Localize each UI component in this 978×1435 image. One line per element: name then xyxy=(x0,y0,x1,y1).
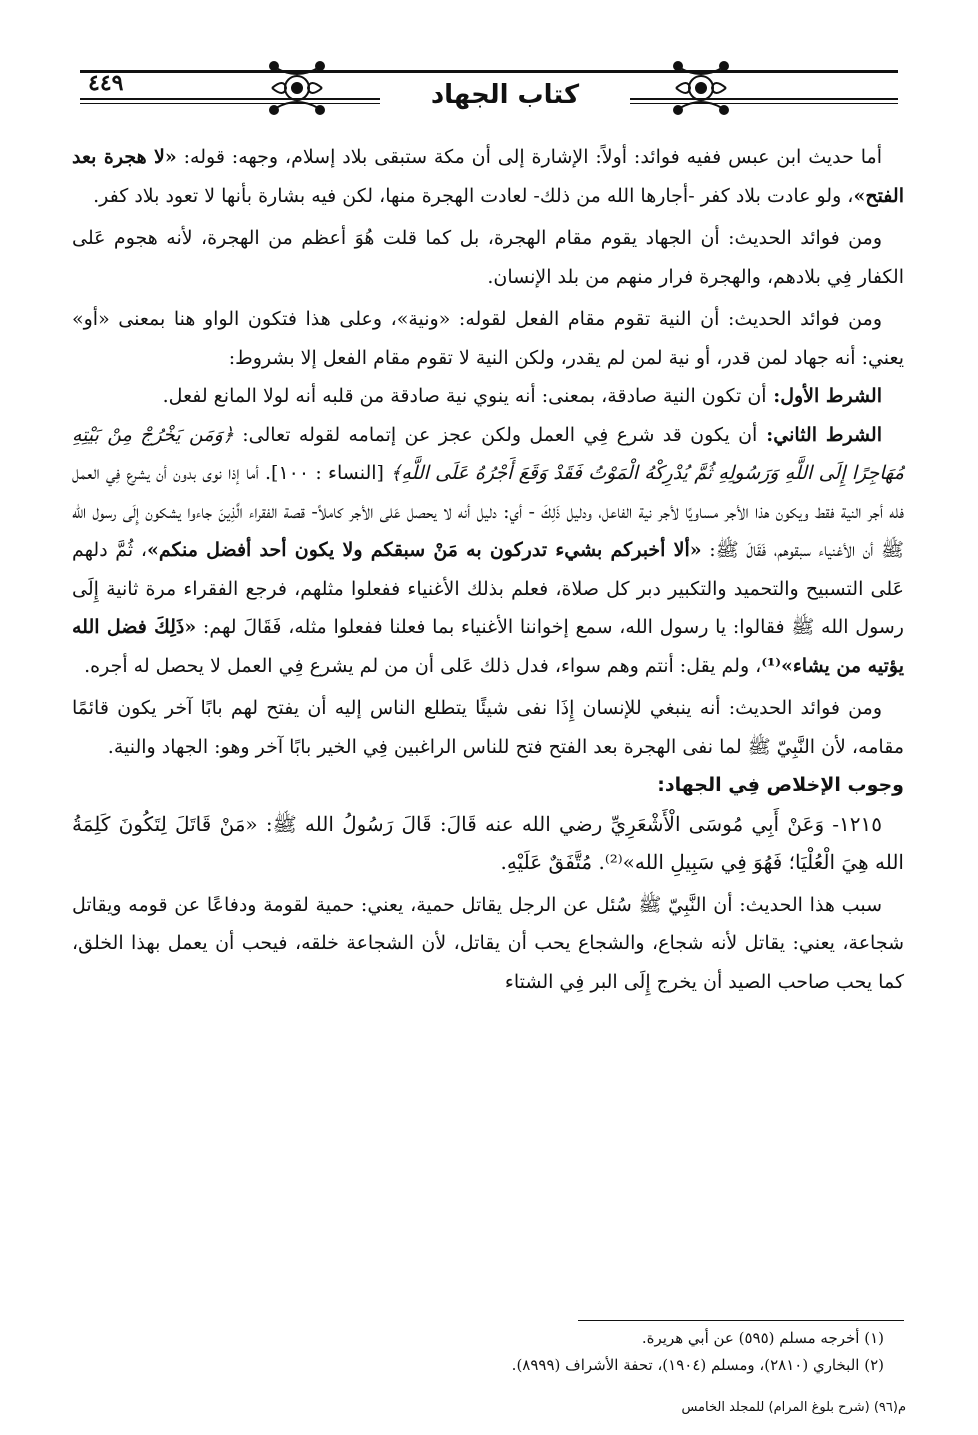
paragraph: سبب هذا الحديث: أن النَّبِيّ ﷺ سُئل عن الرجل يقاتل حمية، يعني: حمية لقومة ودفاعًا عن قومه ويقاتل شجاعة، يعني: يقاتل لأنه شجاع، والشجاع يحب أن يقاتل، لأن الشجاعة خلقه، فيحب أن يعمل بهذا الخلق، كما يحب صاحب الصيد أن يخرج إِلَى البر فِي الشتاء xyxy=(72,893,904,993)
paragraph: ومن فوائد الحديث: أن الجهاد يقوم مقام الهجرة، بل كما قلت هُوَ أعظم من الهجرة، لأنه هجوم عَلى الكفار فِي بلادهم، والهجرة فرار منهم من بلد الإنسان. xyxy=(72,227,904,288)
page-header xyxy=(80,58,898,128)
paragraph: ومن فوائد الحديث: أنه ينبغي للإنسان إِذَا نفى شيئًا يتطلع الناس إليه أن يفتح لهم بابًا آخر يكون قائمًا مقامه، لأن النَّبِيّ ﷺ لما نفى الهجرة بعد الفتح فتح للناس الراغبين فِي الخير بابًا آخر وهو: الجهاد والنية. xyxy=(72,697,904,758)
footnote-divider xyxy=(578,1320,904,1321)
paragraph: ومن فوائد الحديث: أن النية تقوم مقام الفعل لقوله: «ونية»، وعلى هذا فتكون الواو هنا بمعنى «أو» يعني: أنه جهاد لمن قدر، أو نية لمن لم يقدر، ولكن النية لا تقوم مقام الفعل إلا بشروط: xyxy=(72,308,904,369)
floral-ornament-icon xyxy=(266,58,328,118)
signature-note: م(٩٦) (شرح بلوغ المرام) للمجلد الخامس xyxy=(681,1400,906,1415)
quran-verse: ﴿وَمَن يَخْرُجْ مِنْ بَيْتِهِ مُهَاجِرًا إِلَى اللَّهِ وَرَسُولِهِ ثُمَّ يُدْرِكْهُ الْمَوْتُ فَقَدْ وَقَعَ أَجْرُهُ عَلَى اللَّهِ﴾ xyxy=(72,423,904,484)
paragraph: الشرط الأول: أن تكون النية صادقة، بمعنى: أنه ينوي نية صادقة من قلبه أنه لولا المانع لفعل. xyxy=(162,385,882,407)
page-body xyxy=(72,138,904,1001)
paragraph: الشرط الثاني: أن يكون قد شرع فِي العمل ولكن عجز عن إتمامه لقوله تعالى: ﴿وَمَن يَخْرُجْ مِنْ بَيْتِهِ مُهَاجِرًا إِلَى اللَّهِ وَرَسُولِهِ ثُمَّ يُدْرِكْهُ الْمَوْتُ فَقَدْ وَقَعَ أَجْرُهُ عَلَى اللَّهِ﴾ [النساء : ١٠٠]. أما إذا نوى بدون أن يشرع فِي العمل فله أجر النية فقط ويكون هذا الأجر مساويًا لأجر نية الفاعل، ودليل ذَلِكَ - أي: دليل أنه لا يحصل عَلى الأجر كاملاً- قصة الفقراء الَّذِينَ جاءوا يشكون إِلَى رسول الله ﷺ أن الأغنياء سبقوهم، فَقَالَ ﷺ: «ألا أخبركم بشيء تدركون به مَنْ سبقكم ولا يكون أحد أفضل منكم»، ثُمَّ دلهم عَلى التسبيح والتحميد والتكبير دبر كل صلاة، فعلم بذلك الأغنياء ففعلوا مثلهم، فرجع الفقراء مرة ثانية إِلَى رسول الله ﷺ فقالوا: يا رسول الله، سمع إخواننا الأغنياء بما فعلنا ففعلوا مثله، فَقَالَ لهم: «ذَلِكَ فضل الله يؤتيه من يشاء»⁽¹⁾، ولم يقل: أنتم وهم سواء، فدل ذلك عَلى أن من لم يشرع فِي العمل لا يحصل له أجره. xyxy=(72,423,904,677)
page-number: ٤٤٩ xyxy=(88,70,124,96)
chapter-title: كتاب الجهاد xyxy=(380,80,630,110)
footnotes xyxy=(72,1325,904,1379)
hadith-text: ١٢١٥- وَعَنْ أَبِي مُوسَى الْأَشْعَرِيِّ رضي الله عنه قَالَ: قَالَ رَسُولُ الله ﷺ: «مَنْ قَاتَلَ لِتَكُونَ كَلِمَةُ الله هِيَ الْعُلْيَا؛ فَهُوَ فِي سَبِيلِ الله»⁽²⁾. مُتَّفَقٌ عَلَيْهِ. xyxy=(72,811,904,874)
section-heading: وجوب الإخلاص فِي الجهاد: xyxy=(657,774,904,796)
footnote: (١) أخرجه مسلم (٥٩٥) عن أبي هريرة. xyxy=(641,1329,884,1347)
footnote: (٢) البخاري (٢٨١٠)، ومسلم (١٩٠٤)، تحفة الأشراف (٨٩٩٩). xyxy=(511,1356,884,1374)
paragraph: أما حديث ابن عبس ففيه فوائد: أولاً: الإشارة إلى أن مكة ستبقى بلاد إسلام، وجهه: قوله: «لا هجرة بعد الفتح»، ولو عادت بلاد كفر -أجارها الله من ذلك- لعادت الهجرة منها، لكن فيه بشارة بأنها لا تعود بلاد كفر. xyxy=(72,146,904,207)
header-rule-top xyxy=(80,70,898,73)
floral-ornament-icon xyxy=(670,58,732,118)
